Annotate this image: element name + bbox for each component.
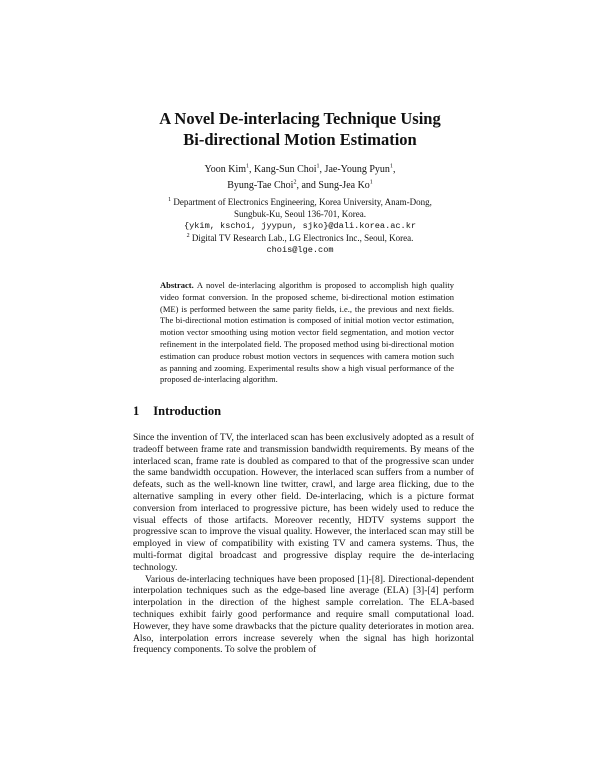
body-text <box>133 432 474 656</box>
affiliation-1-line-1 <box>0 196 600 208</box>
abstract-text: A novel de-interlacing algorithm is proposed to accomplish high quality video format conversion. In the proposed scheme, bi-directional motion estimation (ME) is performed between the same parity fields, i.e., the previous and next fields. The bi-directional motion estimation is composed of initial motion vector estimation, motion vector smoothing using motion vector field segmentation, and motion vector refinement in the interpolated field. The proposed method using bi-directional motion estimation can produce robust motion vectors in sequences with camera motion such as panning and zooming. Experimental results show a high visual performance of the proposed de-interlacing algorithm. <box>160 280 454 385</box>
author-name: Byung-Tae Choi <box>227 180 294 191</box>
affiliation-2-email: chois@lge.com <box>266 245 334 255</box>
affiliation-1-line-2: Sungbuk-Ku, Seoul 136-701, Korea. <box>234 209 366 219</box>
paragraph: Since the invention of TV, the interlaced scan has been exclusively adopted as a result of tradeoff between frame rate and transmission bandwidth requirements. By means of the interlaced scan, frame rate is doubled as compared to that of the progressive scan under the same bandwidth occupation. However, the interlaced scan suffers from a number of defeats, such as the well-known line twitter, crawl, and large area flicking, due to the alternative sampling in every other field. De-interlacing, which is a picture format conversion from interlaced to progressive picture, has been widely used to reduce the visual effects of those artifacts. Moreover recently, HDTV systems support the progressive scan to improve the visual quality. However, the interlaced scan may still be employed in view of compatibility with existing TV and camera systems. Thus, the multi-format digital broadcast and progressive display require the de-interlacing technology. <box>133 432 474 573</box>
affiliation-mark: 1 <box>168 197 172 203</box>
abstract <box>160 280 454 386</box>
author-name: Sung-Jea Ko <box>318 180 370 191</box>
author-name: Kang-Sun Choi <box>254 164 317 175</box>
author-affiliation-mark: 2 <box>293 179 297 186</box>
paragraph: Various de-interlacing techniques have been proposed [1]-[8]. Directional-dependent interpolation techniques such as the edge-based line average (ELA) [3]-[4] perform interpolation in the direction of the highest sample correlation. The ELA-based techniques exhibit fairly good performance and require small computational load. However, they have some drawbacks that the picture quality deteriorates in motion area. Also, interpolation errors increase severely when the signal has high horizontal frequency components. To solve the problem of <box>133 573 474 656</box>
author-line-2 <box>0 178 600 194</box>
affiliation-1-email: {ykim, kschoi, jyypun, sjko}@dali.korea.ac.kr <box>183 221 417 231</box>
author-name: Yoon Kim <box>204 164 247 175</box>
section-title: Introduction <box>153 404 222 418</box>
section-heading <box>133 404 221 419</box>
title-line-1: A Novel De-interlacing Technique Using <box>159 109 441 128</box>
affiliations <box>0 196 600 256</box>
author-affiliation-mark: 1 <box>246 163 250 170</box>
author-affiliation-mark: 1 <box>316 163 320 170</box>
author-affiliation-mark: 1 <box>369 179 373 186</box>
affiliation-text: Digital TV Research Lab., LG Electronics Inc., Seoul, Korea. <box>191 233 414 243</box>
author-separator: , <box>249 164 255 175</box>
author-affiliation-mark: 1 <box>389 163 393 170</box>
affiliation-mark: 2 <box>186 233 190 239</box>
section-number: 1 <box>133 404 140 418</box>
title-line-2: Bi-directional Motion Estimation <box>183 130 417 149</box>
paper-title <box>0 108 600 150</box>
author-name: Jae-Young Pyun <box>324 164 390 175</box>
affiliation-2-line-1 <box>0 232 600 244</box>
author-list <box>0 162 600 194</box>
author-separator: , <box>392 164 396 175</box>
author-separator: , and <box>296 180 319 191</box>
abstract-label: Abstract. <box>160 280 194 290</box>
author-separator: , <box>319 164 325 175</box>
author-line-1 <box>0 162 600 178</box>
affiliation-text: Department of Electronics Engineering, Korea University, Anam-Dong, <box>173 197 432 207</box>
